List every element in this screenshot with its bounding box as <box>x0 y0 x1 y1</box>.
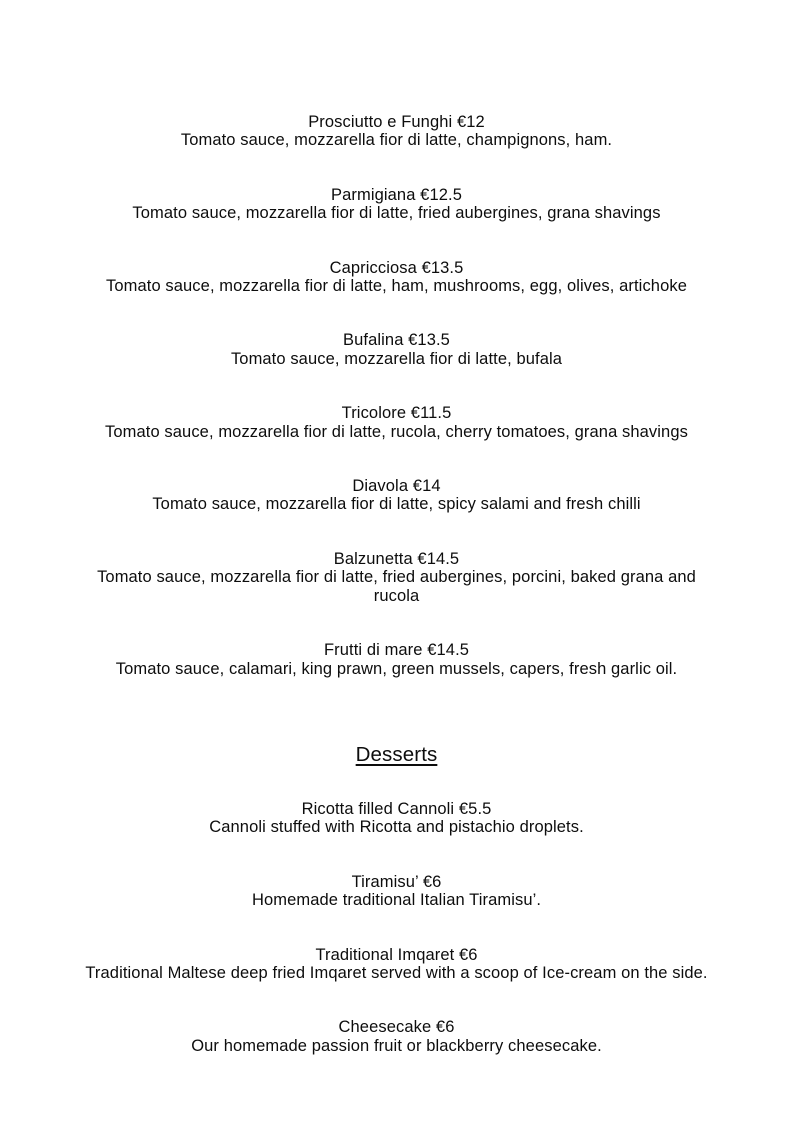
menu-item <box>84 331 709 368</box>
menu-item <box>84 550 709 605</box>
menu-item-name: Tiramisu’ €6 <box>351 872 442 891</box>
menu-item-description: Homemade traditional Italian Tiramisu’. <box>251 891 542 910</box>
menu-item-description: Tomato sauce, mozzarella fior di latte, rucola, cherry tomatoes, grana shavings <box>105 422 688 441</box>
desserts-section <box>84 800 709 1055</box>
menu-item-name: Prosciutto e Funghi €12 <box>308 113 485 131</box>
menu-item <box>84 404 709 441</box>
menu-item-name: Capricciosa €13.5 <box>329 258 464 277</box>
menu-item-name: Diavola €14 <box>352 477 441 496</box>
pizza-section <box>84 113 709 678</box>
menu-item-description: Tomato sauce, mozzarella fior di latte, spicy salami and fresh chilli <box>152 495 641 514</box>
desserts-heading-container <box>84 743 709 767</box>
menu-item <box>84 946 709 983</box>
desserts-section-heading: Desserts <box>355 742 438 766</box>
menu-item-description: Tomato sauce, mozzarella fior di latte, fried aubergines, porcini, baked grana and rucola <box>97 568 696 605</box>
menu-item-description: Our homemade passion fruit or blackberry cheesecake. <box>191 1036 602 1055</box>
menu-item-name: Bufalina €13.5 <box>343 331 450 350</box>
menu-item-description: Cannoli stuffed with Ricotta and pistachio droplets. <box>209 818 584 837</box>
menu-item-description: Tomato sauce, mozzarella fior di latte, bufala <box>230 349 563 368</box>
menu-item-name: Ricotta filled Cannoli €5.5 <box>301 799 492 818</box>
menu-item-description: Tomato sauce, mozzarella fior di latte, champignons, ham. <box>180 131 613 150</box>
menu-item <box>84 477 709 514</box>
menu-item <box>84 1018 709 1055</box>
menu-item-description: Traditional Maltese deep fried Imqaret served with a scoop of Ice-cream on the side. <box>85 963 708 982</box>
menu-item-name: Tricolore €11.5 <box>341 404 452 423</box>
menu-item-description: Tomato sauce, mozzarella fior di latte, fried aubergines, grana shavings <box>132 204 661 223</box>
menu-item-name: Parmigiana €12.5 <box>331 185 462 204</box>
menu-item <box>84 186 709 223</box>
menu-item <box>84 873 709 910</box>
menu-item <box>84 259 709 296</box>
menu-item <box>84 641 709 678</box>
menu-item-name: Balzunetta €14.5 <box>333 549 460 568</box>
menu-item-name: Traditional Imqaret €6 <box>315 945 478 964</box>
menu-item-description: Tomato sauce, mozzarella fior di latte, ham, mushrooms, egg, olives, artichoke <box>106 277 687 296</box>
menu-item <box>84 113 709 150</box>
menu-content-column <box>84 113 709 1055</box>
menu-item-description: Tomato sauce, calamari, king prawn, green mussels, capers, fresh garlic oil. <box>115 659 678 678</box>
menu-item-name: Cheesecake €6 <box>338 1018 455 1037</box>
menu-item-name: Frutti di mare €14.5 <box>323 641 470 660</box>
menu-item <box>84 800 709 837</box>
